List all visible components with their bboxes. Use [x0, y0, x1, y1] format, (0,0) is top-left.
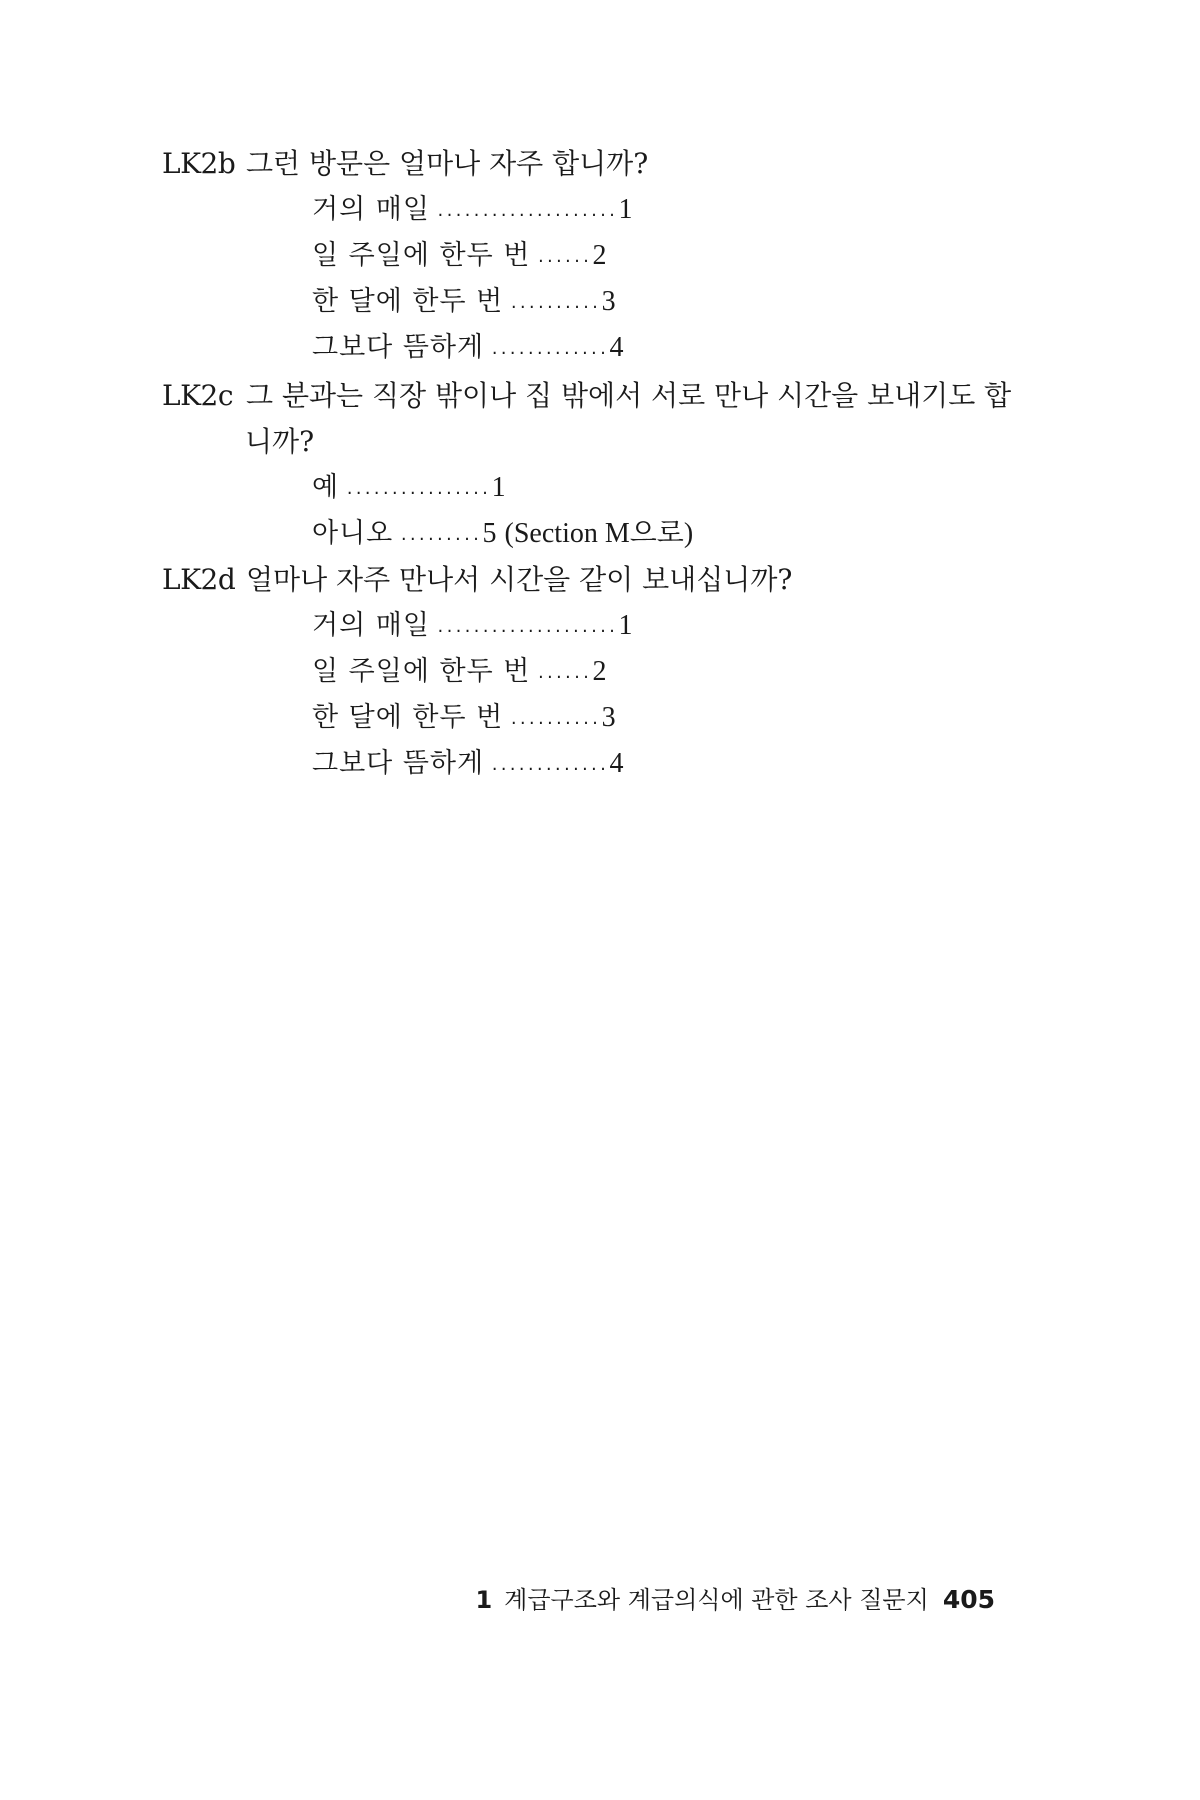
answer-option [312, 654, 607, 691]
leader-dots: ............. [490, 340, 608, 358]
answer-option [312, 608, 633, 645]
question-text-continuation: 니까? [245, 425, 315, 458]
answer-option [312, 192, 633, 229]
leader-dots: ...... [536, 248, 591, 266]
leader-dots: ......... [399, 526, 481, 544]
answer-option [312, 516, 693, 553]
option-label: 그보다 뜸하게 [312, 748, 485, 779]
option-label: 한 달에 한두 번 [312, 286, 504, 317]
option-code: 3 [601, 286, 616, 317]
question-id: LK2b [162, 147, 236, 180]
running-footer [475, 1580, 995, 1615]
leader-dots: .................... [435, 202, 617, 220]
answer-option [312, 238, 607, 275]
answer-option [312, 330, 623, 367]
question-lk2d [162, 562, 792, 598]
leader-dots: ............. [490, 756, 608, 774]
option-code: 4 [609, 332, 624, 363]
question-text: 그런 방문은 얼마나 자주 합니까? [246, 147, 649, 180]
option-code: 1 [618, 610, 633, 641]
option-label: 거의 매일 [312, 194, 430, 225]
option-label: 예 [312, 472, 340, 503]
question-text: 그 분과는 직장 밖이나 집 밖에서 서로 만나 시간을 보내기도 합 [246, 379, 1012, 412]
leader-dots: ...... [536, 664, 591, 682]
option-code: 1 [491, 472, 506, 503]
question-text: 얼마나 자주 만나서 시간을 같이 보내십니까? [246, 563, 793, 596]
option-code: 1 [618, 194, 633, 225]
leader-dots: .................... [435, 618, 617, 636]
option-label: 일 주일에 한두 번 [312, 656, 531, 687]
chapter-number: 1 [475, 1586, 493, 1614]
page-number: 405 [942, 1585, 995, 1614]
question-lk2c [162, 378, 1011, 414]
answer-option [312, 700, 616, 737]
question-lk2b [162, 146, 648, 182]
chapter-title: 계급구조와 계급의식에 관한 조사 질문지 [504, 1586, 929, 1614]
answer-option [312, 746, 623, 783]
option-code: 5 [482, 518, 497, 549]
option-label: 그보다 뜸하게 [312, 332, 485, 363]
answer-option [312, 470, 506, 507]
option-code: 2 [592, 656, 607, 687]
option-label: 일 주일에 한두 번 [312, 240, 531, 271]
question-id: LK2d [162, 563, 236, 596]
option-label: 아니오 [312, 518, 394, 549]
answer-option [312, 284, 616, 321]
question-id: LK2c [162, 379, 234, 412]
option-code: 2 [592, 240, 607, 271]
leader-dots: .......... [509, 710, 600, 728]
option-code: 4 [609, 748, 624, 779]
option-code: 3 [601, 702, 616, 733]
option-label: 한 달에 한두 번 [312, 702, 504, 733]
option-label: 거의 매일 [312, 610, 430, 641]
leader-dots: .......... [509, 294, 600, 312]
skip-instruction: (Section M으로) [504, 518, 694, 549]
leader-dots: ................ [345, 480, 490, 498]
